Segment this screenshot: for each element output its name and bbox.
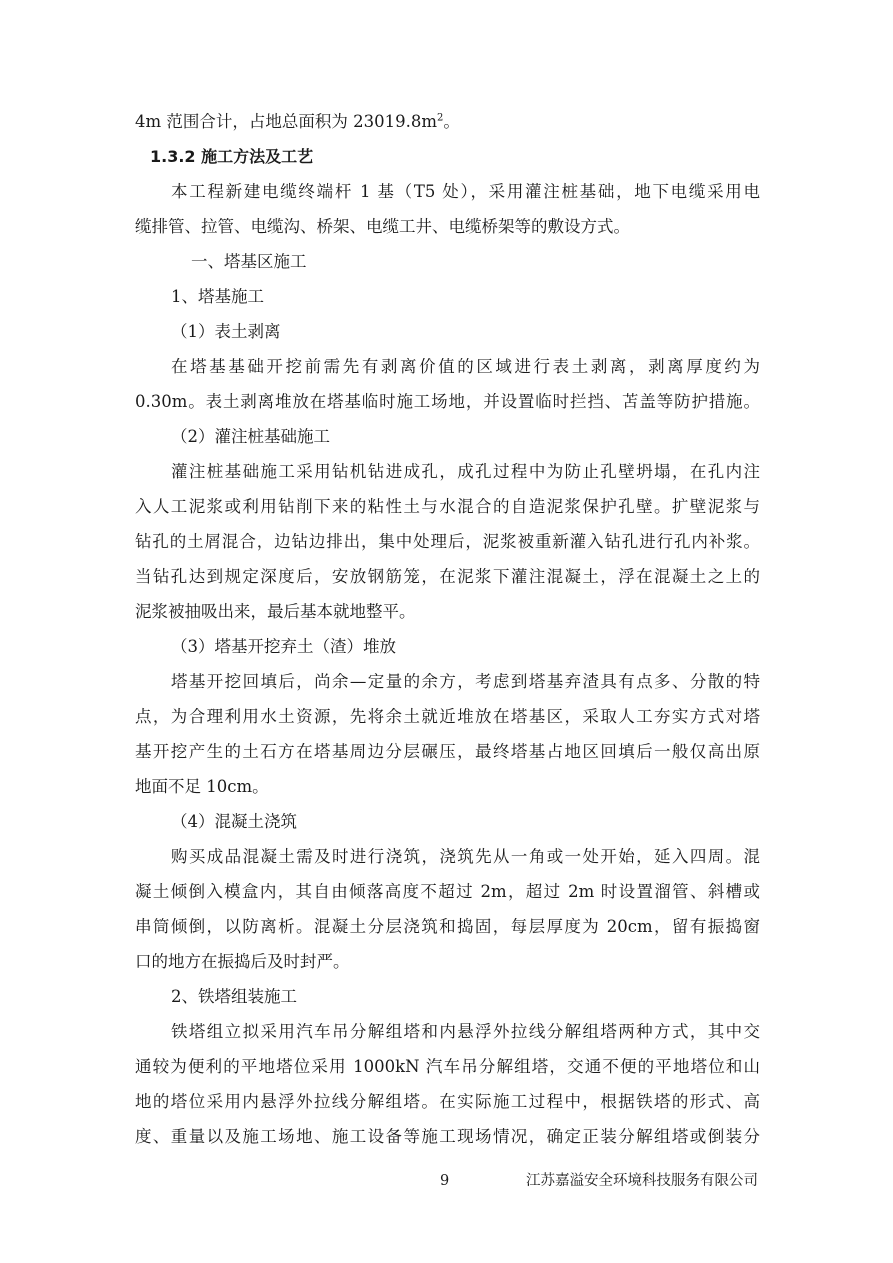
paragraph-line: 入人工泥浆或利用钻削下来的粘性土与水混合的自造泥浆保护孔壁。扩壁泥浆与 <box>135 497 760 516</box>
item-title: （3）塔基开挖弃土（渣）堆放 <box>171 637 396 656</box>
paragraph-line: 塔基开挖回填后，尚余—定量的余方，考虑到塔基弃渣具有点多、分散的特 <box>171 672 760 691</box>
item-title: （4）混凝土浇筑 <box>171 812 297 831</box>
paragraph-line: 缆排管、拉管、电缆沟、桥架、电缆工井、电缆桥架等的敷设方式。 <box>135 217 630 236</box>
paragraph-line: 灌注桩基础施工采用钻机钻进成孔，成孔过程中为防止孔壁坍塌，在孔内注 <box>171 462 760 481</box>
section-title-tower-base: 一、塔基区施工 <box>191 252 307 271</box>
subsection-title: 1、塔基施工 <box>171 287 264 306</box>
paragraph-line: 购买成品混凝土需及时进行浇筑，浇筑先从一角或一处开始，延入四周。混 <box>171 847 760 866</box>
paragraph-line: 0.30m。表土剥离堆放在塔基临时施工场地，并设置临时拦挡、苫盖等防护措施。 <box>135 392 760 411</box>
paragraph-line: 口的地方在振捣后及时封严。 <box>135 952 350 971</box>
page-footer <box>0 1166 893 1196</box>
paragraph-line: 本工程新建电缆终端杆 1 基（T5 处），采用灌注桩基础，地下电缆采用电 <box>171 182 760 201</box>
paragraph-line: 当钻孔达到规定深度后，安放钢筋笼，在泥浆下灌注混凝土，浮在混凝土之上的 <box>135 567 760 586</box>
paragraph-line: 凝土倾倒入模盒内，其自由倾落高度不超过 2m，超过 2m 时设置溜管、斜槽或 <box>135 882 760 901</box>
paragraph-line: 泥浆被抽吸出来，最后基本就地整平。 <box>135 602 416 621</box>
item-title: （2）灌注桩基础施工 <box>171 427 330 446</box>
paragraph-line: 地面不足 10cm。 <box>135 777 269 796</box>
paragraph-line: 串筒倾倒，以防离析。混凝土分层浇筑和捣固，每层厚度为 20cm，留有振捣窗 <box>135 917 760 936</box>
item-title: （1）表土剥离 <box>171 322 281 341</box>
company-name: 江苏嘉溢安全环境科技服务有限公司 <box>526 1173 758 1189</box>
paragraph-line: 在塔基基础开挖前需先有剥离价值的区域进行表土剥离，剥离厚度约为 <box>171 357 760 376</box>
paragraph-line: 地的塔位采用内悬浮外拉线分解组塔。在实际施工过程中，根据铁塔的形式、高 <box>135 1092 760 1111</box>
subsection-title: 2、铁塔组装施工 <box>171 987 297 1006</box>
text-line: 4m 范围合计，占地总面积为 $23019.8m^2$。 <box>135 112 460 131</box>
paragraph-line: 度、重量以及施工场地、施工设备等施工现场情况，确定正装分解组塔或倒装分 <box>135 1127 760 1146</box>
paragraph-line: 基开挖产生的土石方在塔基周边分层碾压，最终塔基占地区回填后一般仅高出原 <box>135 742 760 761</box>
section-heading-1-3-2: 1.3.2 施工方法及工艺 <box>150 147 314 166</box>
document-body <box>135 104 760 1154</box>
page-number: 9 <box>440 1173 450 1189</box>
paragraph-line: 钻孔的土屑混合，边钻边排出，集中处理后，泥浆被重新灌入钻孔进行孔内补浆。 <box>135 532 760 551</box>
paragraph-line: 点，为合理利用水土资源，先将余土就近堆放在塔基区，采取人工夯实方式对塔 <box>135 707 760 726</box>
paragraph-line: 通较为便利的平地塔位采用 1000kN 汽车吊分解组塔，交通不便的平地塔位和山 <box>135 1057 760 1076</box>
paragraph-line: 铁塔组立拟采用汽车吊分解组塔和内悬浮外拉线分解组塔两种方式，其中交 <box>171 1022 760 1041</box>
